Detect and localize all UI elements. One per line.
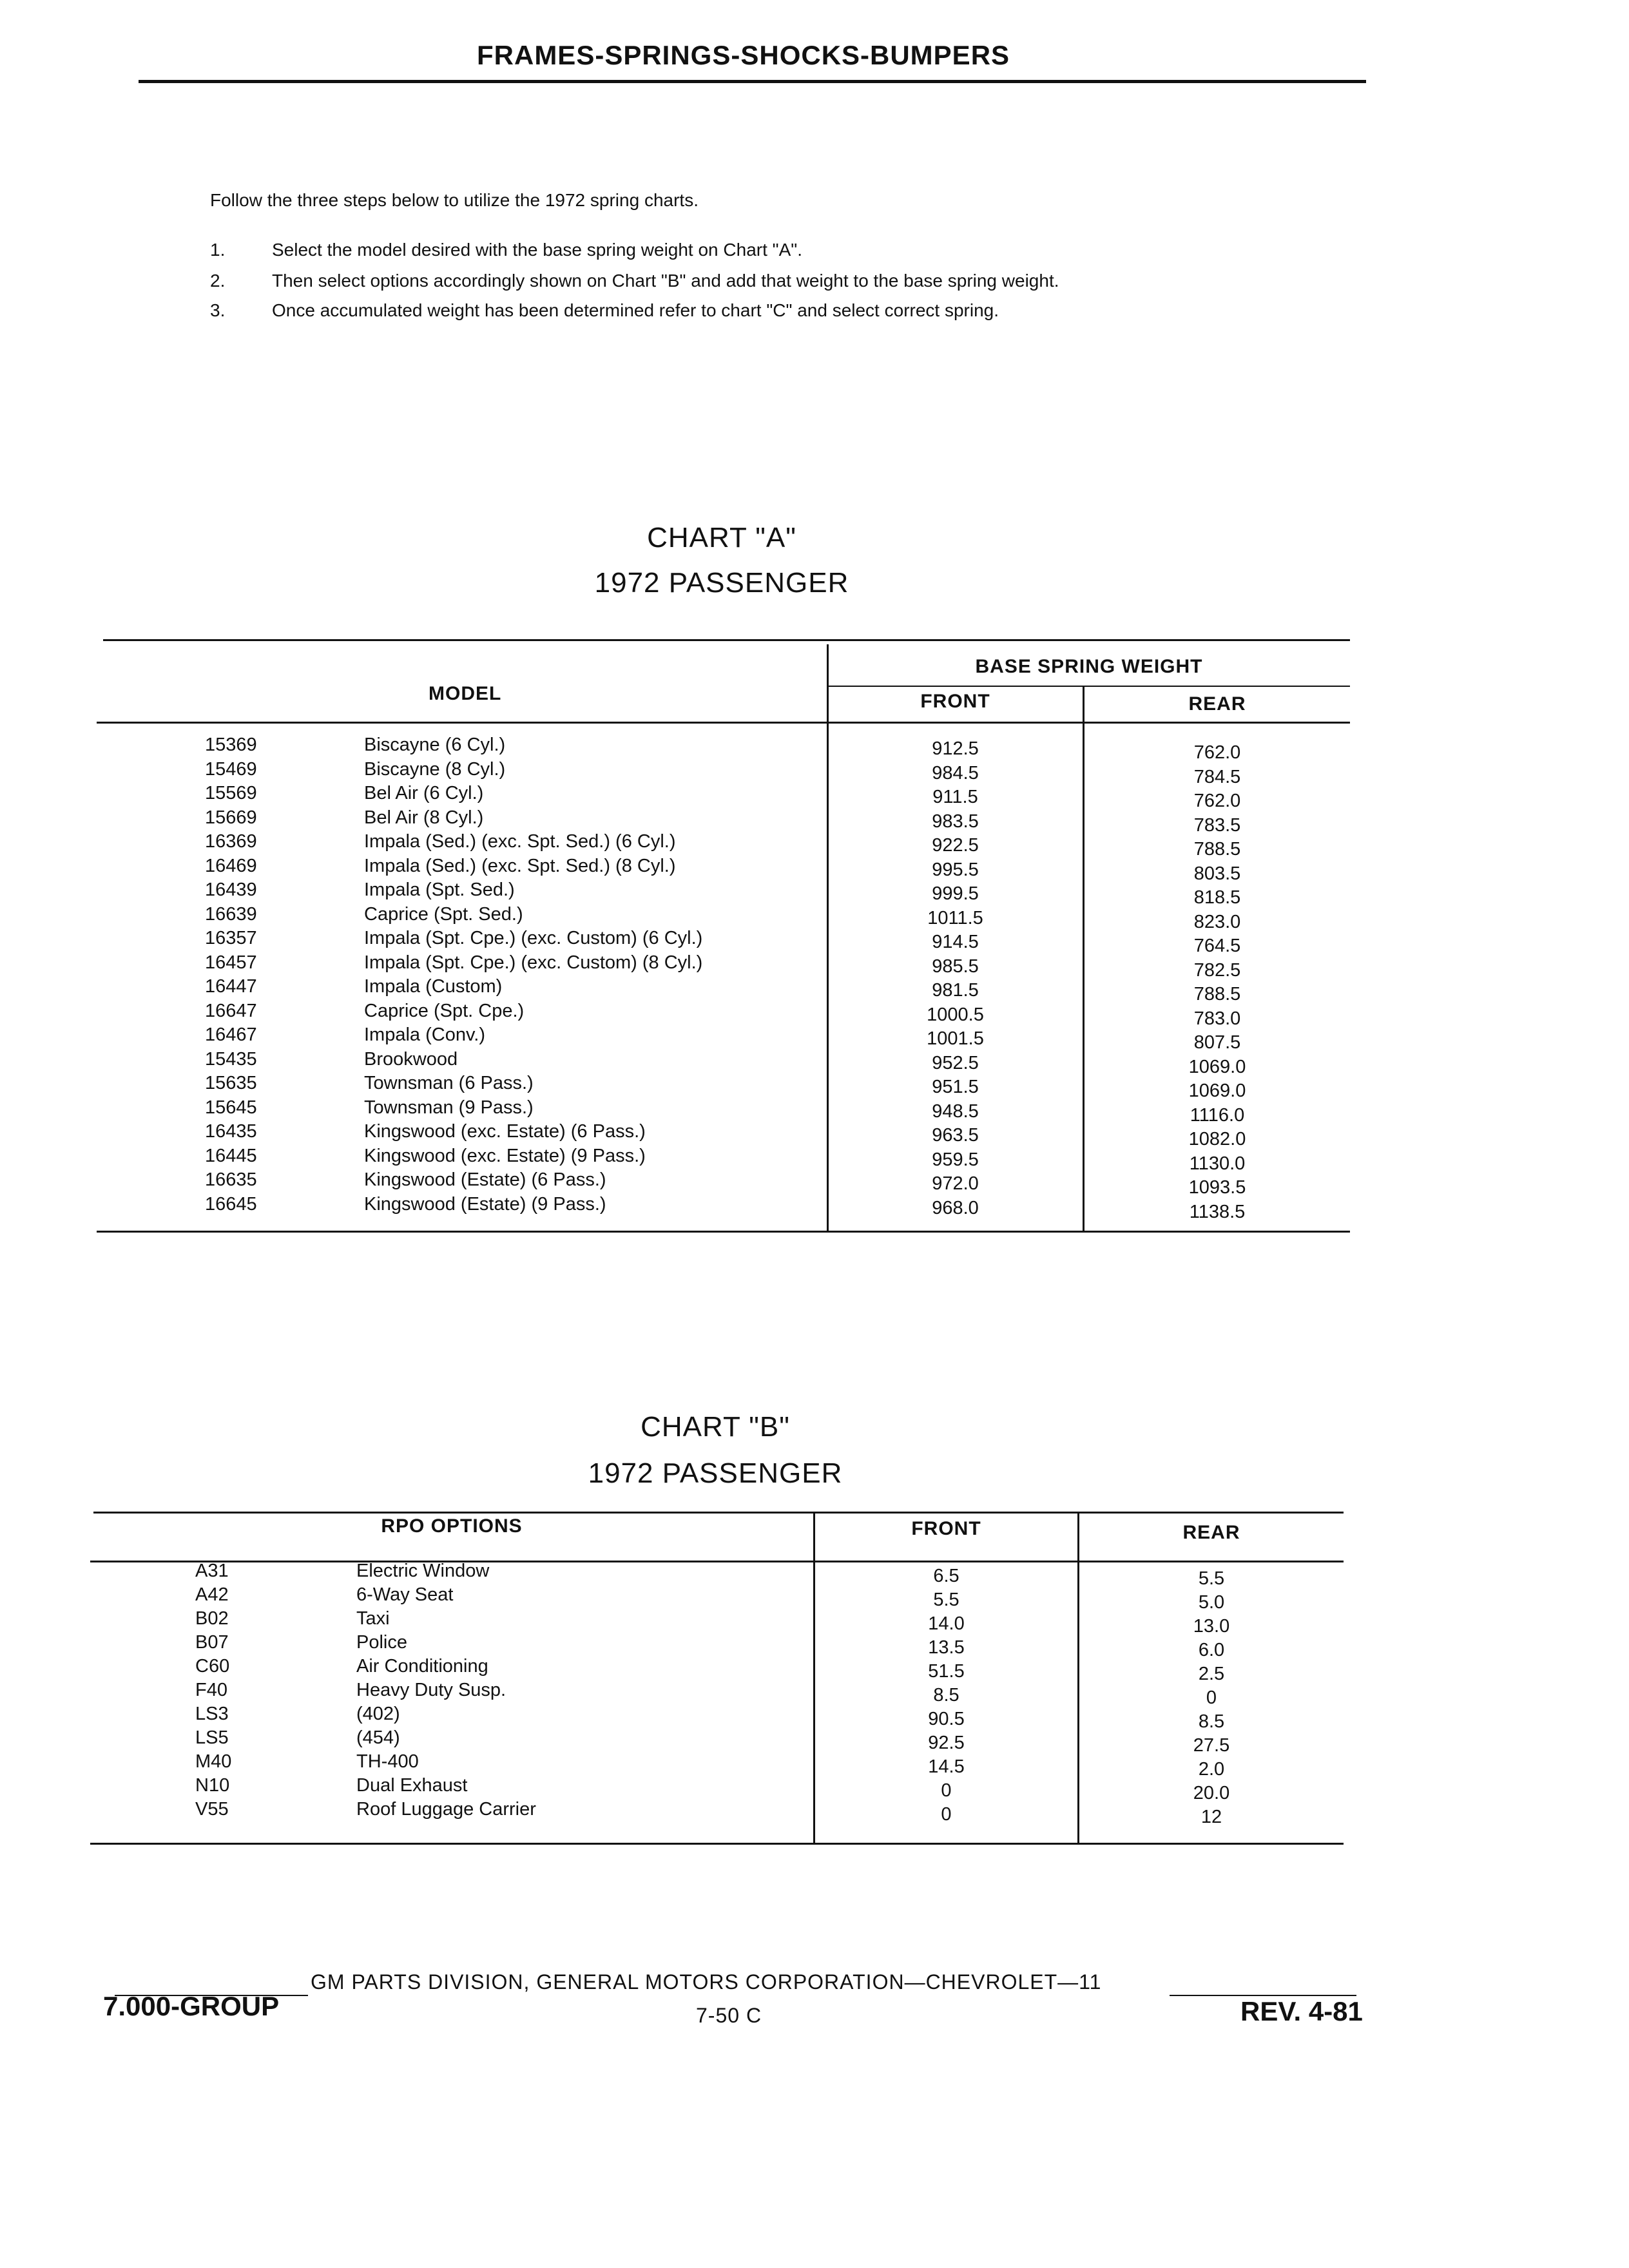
option-front-weight: 14.0 xyxy=(928,1613,965,1634)
front-weight: 985.5 xyxy=(932,956,979,977)
rear-weight: 1116.0 xyxy=(1190,1104,1245,1126)
rear-weight: 1069.0 xyxy=(1188,1081,1246,1101)
step-text: Select the model desired with the base spring weight on Chart "A". xyxy=(272,240,802,260)
model-code: 15469 xyxy=(205,758,257,780)
chart-a-bottom-rule xyxy=(97,1231,1350,1233)
option-rear-weight: 2.5 xyxy=(1198,1664,1225,1684)
option-name: Air Conditioning xyxy=(356,1656,488,1677)
chart-a-header-rule xyxy=(97,722,1350,724)
footer-revision: REV. 4-81 xyxy=(1240,1996,1363,2026)
step-number: 3. xyxy=(210,300,226,320)
option-name: (402) xyxy=(356,1704,400,1724)
footer-page-number: 7-50 C xyxy=(696,2004,762,2027)
option-code: F40 xyxy=(195,1680,227,1700)
front-weight: 952.5 xyxy=(932,1052,979,1073)
option-name: Taxi xyxy=(356,1608,390,1629)
model-code: 16645 xyxy=(205,1193,257,1215)
model-name: Impala (Spt. Cpe.) (exc. Custom) (6 Cyl.) xyxy=(364,928,703,948)
front-weight: 922.5 xyxy=(932,835,979,856)
option-name: Electric Window xyxy=(356,1561,490,1581)
model-code: 15569 xyxy=(205,783,257,803)
model-code: 15635 xyxy=(205,1073,257,1093)
model-name: Impala (Conv.) xyxy=(364,1024,486,1045)
chart-b-options-header: RPO OPTIONS xyxy=(381,1515,523,1537)
rear-weight: 1069.0 xyxy=(1188,1056,1246,1077)
model-name: Caprice (Spt. Sed.) xyxy=(364,903,523,925)
option-code: LS3 xyxy=(195,1704,229,1724)
chart-a-title: CHART "A" xyxy=(647,522,796,553)
rear-weight: 783.5 xyxy=(1193,814,1241,836)
option-front-weight: 14.5 xyxy=(928,1756,965,1777)
step-number: 2. xyxy=(210,271,226,291)
option-code: C60 xyxy=(195,1656,230,1677)
front-weight: 1000.5 xyxy=(927,1004,984,1025)
front-weight: 1001.5 xyxy=(927,1028,984,1049)
option-rear-weight: 13.0 xyxy=(1193,1616,1230,1637)
front-weight: 959.5 xyxy=(932,1149,979,1170)
model-code: 16647 xyxy=(205,1000,257,1021)
model-code: 16457 xyxy=(205,952,257,973)
option-front-weight: 6.5 xyxy=(933,1566,959,1586)
model-code: 16467 xyxy=(205,1024,257,1045)
model-name: Kingswood (Estate) (9 Pass.) xyxy=(364,1193,606,1215)
model-name: Brookwood xyxy=(364,1048,458,1070)
rear-weight: 1082.0 xyxy=(1188,1129,1246,1149)
chart-a-group-header: BASE SPRING WEIGHT xyxy=(975,656,1203,677)
front-weight: 983.5 xyxy=(932,811,979,832)
chart-a-front-header: FRONT xyxy=(920,691,990,712)
front-weight: 968.0 xyxy=(932,1197,979,1218)
rear-weight: 818.5 xyxy=(1193,887,1241,908)
option-name: TH-400 xyxy=(356,1751,419,1772)
front-weight: 951.5 xyxy=(932,1077,979,1097)
rear-weight: 764.5 xyxy=(1193,936,1241,956)
step-text: Then select options accordingly shown on Chart "B" and add that weight to the base spring weight. xyxy=(272,271,1059,291)
option-name: Dual Exhaust xyxy=(356,1775,468,1796)
model-code: 15669 xyxy=(205,807,257,828)
rear-weight: 807.5 xyxy=(1193,1032,1241,1053)
rear-weight: 788.5 xyxy=(1193,839,1241,860)
rear-weight: 784.5 xyxy=(1193,766,1241,787)
option-code: V55 xyxy=(195,1799,229,1820)
rear-weight: 762.0 xyxy=(1193,742,1241,763)
front-weight: 972.0 xyxy=(932,1173,979,1194)
option-name: (454) xyxy=(356,1727,400,1748)
option-front-weight: 92.5 xyxy=(928,1733,965,1753)
front-weight: 981.5 xyxy=(932,980,979,1001)
option-code: B07 xyxy=(195,1632,229,1653)
front-weight: 963.5 xyxy=(932,1125,979,1146)
rear-weight: 782.5 xyxy=(1193,959,1241,981)
option-code: M40 xyxy=(195,1751,232,1772)
option-rear-weight: 20.0 xyxy=(1193,1783,1230,1803)
rear-weight: 803.5 xyxy=(1193,863,1241,884)
front-weight: 984.5 xyxy=(932,762,979,783)
rear-weight: 1093.5 xyxy=(1188,1177,1246,1198)
option-rear-weight: 5.0 xyxy=(1198,1592,1225,1613)
model-name: Caprice (Spt. Cpe.) xyxy=(364,1000,525,1021)
rear-weight: 1138.5 xyxy=(1189,1201,1246,1222)
front-weight: 911.5 xyxy=(932,787,978,807)
option-rear-weight: 12 xyxy=(1200,1807,1222,1827)
option-code: LS5 xyxy=(195,1727,229,1748)
option-rear-weight: 8.5 xyxy=(1198,1711,1225,1732)
model-code: 16445 xyxy=(205,1145,257,1166)
chart-a-rear-header: REAR xyxy=(1188,693,1246,715)
footer-group: 7.000-GROUP xyxy=(103,1991,280,2021)
option-code: N10 xyxy=(195,1775,230,1796)
front-weight: 999.5 xyxy=(932,883,979,904)
rear-weight: 762.0 xyxy=(1193,791,1241,811)
rear-weight: 1130.0 xyxy=(1189,1153,1246,1174)
rear-weight: 783.0 xyxy=(1193,1008,1241,1029)
option-front-weight: 13.5 xyxy=(928,1637,965,1658)
model-code: 16439 xyxy=(205,879,257,900)
front-weight: 995.5 xyxy=(932,859,979,880)
option-rear-weight: 2.0 xyxy=(1198,1759,1225,1780)
option-front-weight: 0 xyxy=(941,1804,952,1825)
intro-text: Follow the three steps below to utilize the 1972 spring charts. xyxy=(210,190,699,210)
option-name: 6-Way Seat xyxy=(356,1584,454,1605)
chart-b-subtitle: 1972 PASSENGER xyxy=(588,1457,843,1489)
option-front-weight: 0 xyxy=(941,1780,952,1801)
chart-a-top-rule xyxy=(103,639,1350,641)
chart-b-title: CHART "B" xyxy=(641,1411,790,1443)
model-name: Bel Air (6 Cyl.) xyxy=(364,783,484,803)
front-weight: 1011.5 xyxy=(927,907,983,928)
chart-a-subtitle: 1972 PASSENGER xyxy=(594,567,849,599)
model-name: Townsman (6 Pass.) xyxy=(364,1073,534,1093)
model-name: Kingswood (exc. Estate) (9 Pass.) xyxy=(364,1145,646,1166)
model-code: 15435 xyxy=(205,1048,257,1070)
model-name: Biscayne (6 Cyl.) xyxy=(364,735,506,755)
model-code: 16435 xyxy=(205,1121,257,1142)
model-name: Bel Air (8 Cyl.) xyxy=(364,807,484,828)
chart-a-group-rule xyxy=(828,686,1350,687)
chart-a-model-header: MODEL xyxy=(429,683,502,704)
rear-weight: 788.5 xyxy=(1193,984,1241,1004)
option-rear-weight: 6.0 xyxy=(1198,1640,1225,1660)
model-name: Kingswood (Estate) (6 Pass.) xyxy=(364,1169,606,1190)
model-name: Kingswood (exc. Estate) (6 Pass.) xyxy=(364,1121,646,1142)
model-code: 16369 xyxy=(205,831,257,852)
model-name: Impala (Sed.) (exc. Spt. Sed.) (8 Cyl.) xyxy=(364,855,676,876)
model-name: Impala (Spt. Cpe.) (exc. Custom) (8 Cyl.) xyxy=(364,952,703,973)
chart-b-rear-header: REAR xyxy=(1182,1522,1240,1543)
option-front-weight: 5.5 xyxy=(933,1590,959,1610)
option-rear-weight: 0 xyxy=(1206,1687,1217,1708)
chart-b-front-header: FRONT xyxy=(911,1518,981,1539)
chart-b-bottom-rule xyxy=(90,1843,1344,1845)
rear-weight: 823.0 xyxy=(1193,911,1241,932)
option-name: Heavy Duty Susp. xyxy=(356,1680,506,1700)
model-code: 16639 xyxy=(205,903,257,925)
page-title: FRAMES-SPRINGS-SHOCKS-BUMPERS xyxy=(477,40,1010,70)
model-code: 15369 xyxy=(205,735,257,755)
chart-b-header-rule xyxy=(90,1561,1344,1562)
model-name: Townsman (9 Pass.) xyxy=(364,1097,534,1118)
model-code: 16357 xyxy=(205,928,257,948)
option-code: A31 xyxy=(195,1561,229,1581)
front-weight: 914.5 xyxy=(932,932,979,952)
header-rule xyxy=(139,80,1366,83)
option-front-weight: 51.5 xyxy=(928,1661,965,1682)
model-name: Biscayne (8 Cyl.) xyxy=(364,758,506,780)
model-name: Impala (Sed.) (exc. Spt. Sed.) (6 Cyl.) xyxy=(364,831,676,852)
model-code: 16635 xyxy=(205,1169,257,1190)
step-text: Once accumulated weight has been determined refer to chart "C" and select correct spring. xyxy=(272,300,999,320)
front-weight: 912.5 xyxy=(932,738,979,759)
option-rear-weight: 27.5 xyxy=(1193,1735,1230,1756)
option-name: Police xyxy=(356,1632,407,1653)
option-front-weight: 8.5 xyxy=(933,1685,959,1706)
model-name: Impala (Spt. Sed.) xyxy=(364,879,515,900)
option-name: Roof Luggage Carrier xyxy=(356,1799,536,1820)
front-weight: 948.5 xyxy=(932,1100,979,1122)
chart-b-top-rule xyxy=(93,1512,1344,1514)
model-code: 16447 xyxy=(205,976,257,997)
option-front-weight: 90.5 xyxy=(928,1709,965,1729)
step-number: 1. xyxy=(210,240,226,260)
option-rear-weight: 5.5 xyxy=(1198,1568,1225,1589)
model-code: 15645 xyxy=(205,1097,257,1118)
model-name: Impala (Custom) xyxy=(364,976,503,997)
option-code: B02 xyxy=(195,1608,229,1629)
model-code: 16469 xyxy=(205,855,257,876)
footer-division: GM PARTS DIVISION, GENERAL MOTORS CORPORATION—CHEVROLET—11 xyxy=(311,1970,1102,1994)
option-code: A42 xyxy=(195,1584,229,1605)
